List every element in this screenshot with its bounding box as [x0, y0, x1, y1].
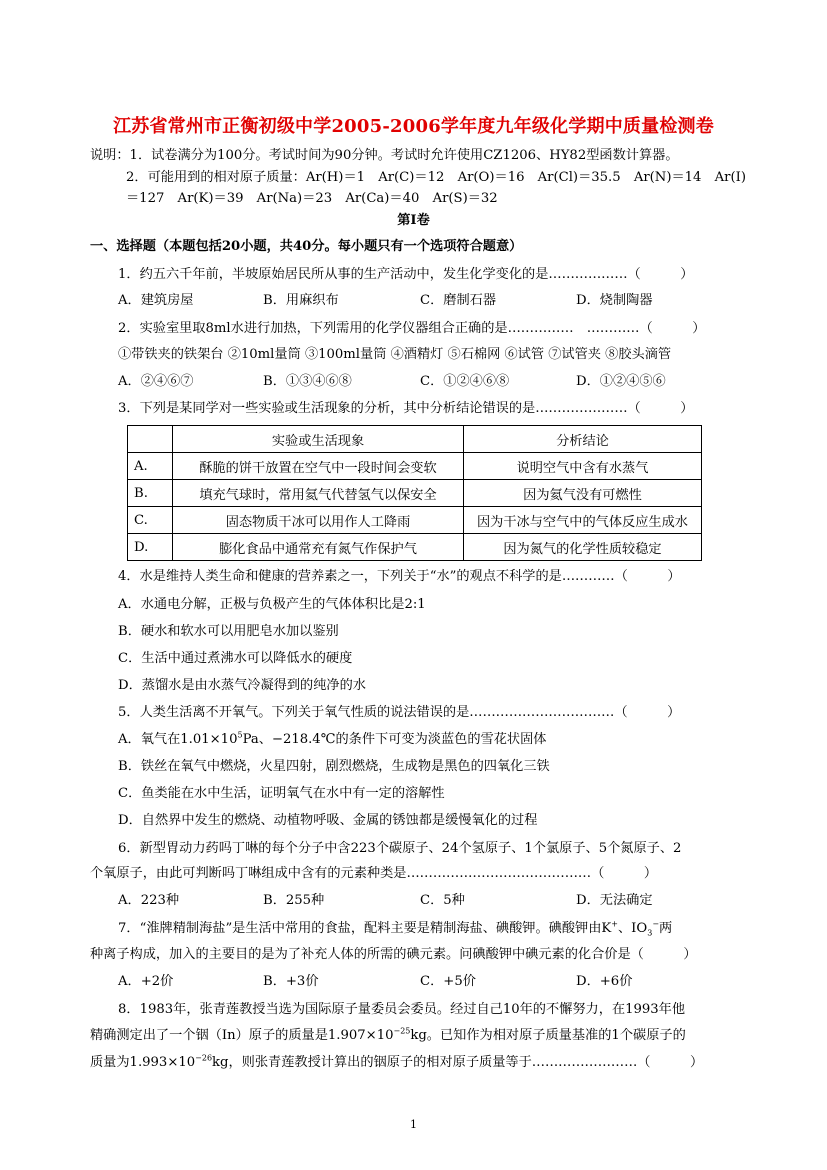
q6-option-a: A．223种: [118, 893, 180, 908]
q3-stem: 3．下列是某同学对一些实验或生活现象的分析，其中分析结论错误的是…………………（ ）: [118, 401, 694, 416]
table-cell: 因为干冰与空气中的气体反应生成水: [464, 507, 702, 534]
q7-stem-mid: 、IO: [618, 921, 648, 936]
q1-option-b: B．用麻织布: [263, 293, 339, 308]
q4-stem: 4．水是维持人类生命和健康的营养素之一，下列关于“水”的观点不科学的是…………（ ）: [118, 569, 681, 584]
analysis-table: [127, 425, 702, 561]
table-cell: 因为氦气没有可燃性: [464, 480, 702, 507]
table-cell: 酥脆的饼干放置在空气中一段时间会变软: [173, 453, 464, 480]
table-cell: D.: [128, 534, 173, 561]
q7-charge-k: +: [611, 919, 618, 929]
q4-option-a: A．水通电分解，正极与负极产生的气体体积比是2:1: [118, 597, 426, 612]
table-cell: B.: [128, 480, 173, 507]
q5-stem: 5．人类生活离不开氧气。下列关于氧气性质的说法错误的是……………………………（ ）: [118, 705, 681, 720]
q7-stem-line1: [118, 920, 672, 938]
table-header-cell: 分析结论: [464, 426, 702, 453]
q1-option-a: A．建筑房屋: [118, 293, 194, 308]
instruction-2-cont: ＝127 Ar(K)＝39 Ar(Na)＝23 Ar(Ca)＝40 Ar(S)＝32: [126, 191, 498, 206]
q8-exponent-2: −26: [195, 1053, 213, 1063]
table-cell: 说明空气中含有水蒸气: [464, 453, 702, 480]
q2-option-a: A．②④⑥⑦: [118, 374, 194, 389]
q8-stem3-post: kg，则张青莲教授计算出的铟原子的相对原子质量等于……………………（ ）: [212, 1055, 704, 1070]
table-row: [128, 453, 702, 480]
q6-option-c: C．5种: [420, 893, 465, 908]
q5-option-a-pre: A．氧气在1.01×10: [118, 732, 238, 747]
q2-option-d: D．①②④⑤⑥: [576, 374, 666, 389]
q8-stem3-pre: 质量为1.993×10: [90, 1055, 196, 1070]
table-cell: 因为氮气的化学性质较稳定: [464, 534, 702, 561]
q8-stem2-post: kg。已知作为相对原子质量基准的1个碳原子的: [410, 1028, 686, 1043]
table-row: [128, 534, 702, 561]
q7-stem-post: 两: [659, 921, 673, 936]
table-header-cell: [128, 426, 173, 453]
q7-option-a: A．+2价: [118, 974, 174, 989]
q5-option-c: C．鱼类能在水中生活，证明氧气在水中有一定的溶解性: [118, 786, 445, 801]
table-cell: 膨化食品中通常充有氮气作保护气: [173, 534, 464, 561]
q5-option-d: D．自然界中发生的燃烧、动植物呼吸、金属的锈蚀都是缓慢氧化的过程: [118, 813, 538, 828]
page-number: 1: [410, 1118, 417, 1131]
q5-option-b: B．铁丝在氧气中燃烧，火星四射，剧烈燃烧，生成物是黑色的四氧化三铁: [118, 759, 550, 774]
q7-option-d: D．+6价: [576, 974, 633, 989]
q2-items: ①带铁夹的铁架台 ②10ml量筒 ③100ml量筒 ④酒精灯 ⑤石棉网 ⑥试管 ⑦试管夹 ⑧胶头滴管: [118, 347, 672, 362]
table-header-cell: 实验或生活现象: [173, 426, 464, 453]
q5-option-a: [118, 731, 546, 749]
q7-subscript: 3: [647, 928, 653, 938]
q5-option-a-post: Pa、−218.4℃的条件下可变为淡蓝色的雪花状固体: [242, 732, 547, 747]
table-cell: A.: [128, 453, 173, 480]
q2-stem: 2．实验室里取8ml水进行加热，下列需用的化学仪器组合正确的是…………… …………（ ）: [118, 321, 706, 336]
q6-stem-line2: 个氧原子，由此可判断吗丁啉组成中含有的元素种类是……………………………………（ ）: [90, 866, 658, 881]
q7-stem-pre: 7．“淮牌精制海盐”是生活中常用的食盐，配料主要是精制海盐、碘酸钾。碘酸钾由K: [118, 921, 612, 936]
part-title: 第Ⅰ卷: [397, 213, 430, 228]
q6-option-d: D．无法确定: [576, 893, 653, 908]
q8-exponent-1: −25: [393, 1026, 411, 1036]
q2-option-b: B．①③④⑥⑧: [263, 374, 352, 389]
q7-option-c: C．+5价: [420, 974, 476, 989]
q7-charge-io3: −: [652, 919, 660, 929]
q1-option-d: D．烧制陶器: [576, 293, 653, 308]
q4-option-d: D．蒸馏水是由水蒸气冷凝得到的纯净的水: [118, 678, 366, 693]
table-header-row: [128, 426, 702, 453]
q8-stem-line2: [90, 1027, 686, 1045]
instruction-2: 2．可能用到的相对原子质量：Ar(H)＝1 Ar(C)＝12 Ar(O)＝16 Ar(Cl)＝35.5 Ar(N)＝14 Ar(I): [126, 170, 746, 185]
q4-option-b: B．硬水和软水可以用肥皂水加以鉴别: [118, 624, 339, 639]
q1-option-c: C．磨制石器: [420, 293, 497, 308]
q1-stem: 1．约五六千年前，半坡原始居民所从事的生产活动中，发生化学变化的是………………（ ）: [118, 267, 694, 282]
table-row: [128, 507, 702, 534]
q5-option-a-exponent: 5: [237, 730, 243, 740]
q6-option-b: B．255种: [263, 893, 325, 908]
table-cell: 固态物质干冰可以用作人工降雨: [173, 507, 464, 534]
table-cell: 填充气球时，常用氦气代替氢气以保安全: [173, 480, 464, 507]
q4-option-c: C．生活中通过煮沸水可以降低水的硬度: [118, 651, 353, 666]
q8-stem-line1: 8．1983年，张青莲教授当选为国际原子量委员会委员。经过自己10年的不懈努力，在1993年他: [118, 1002, 686, 1017]
exam-title: 江苏省常州市正衡初级中学2005-2006学年度九年级化学期中质量检测卷: [113, 116, 714, 137]
q6-stem-line1: 6．新型胃动力药吗丁啉的每个分子中含223个碳原子、24个氢原子、1个氯原子、5个氮原子、2: [118, 841, 682, 856]
q7-stem-line2: 种离子构成，加入的主要目的是为了补充人体的所需的碘元素。问碘酸钾中碘元素的化合价是（ ）: [90, 947, 697, 962]
q8-stem2-pre: 精确测定出了一个铟（In）原子的质量是1.907×10: [90, 1028, 394, 1043]
q7-option-b: B．+3价: [263, 974, 319, 989]
q8-stem-line3: [90, 1054, 703, 1072]
instruction-1: 说明：1．试卷满分为100分。考试时间为90分钟。考试时允许使用CZ1206、HY82型函数计算器。: [90, 148, 679, 163]
section-title: 一、选择题（本题包括20小题，共40分。每小题只有一个选项符合题意）: [90, 239, 523, 254]
table-cell: C.: [128, 507, 173, 534]
q2-option-c: C．①②④⑥⑧: [420, 374, 510, 389]
table-row: [128, 480, 702, 507]
